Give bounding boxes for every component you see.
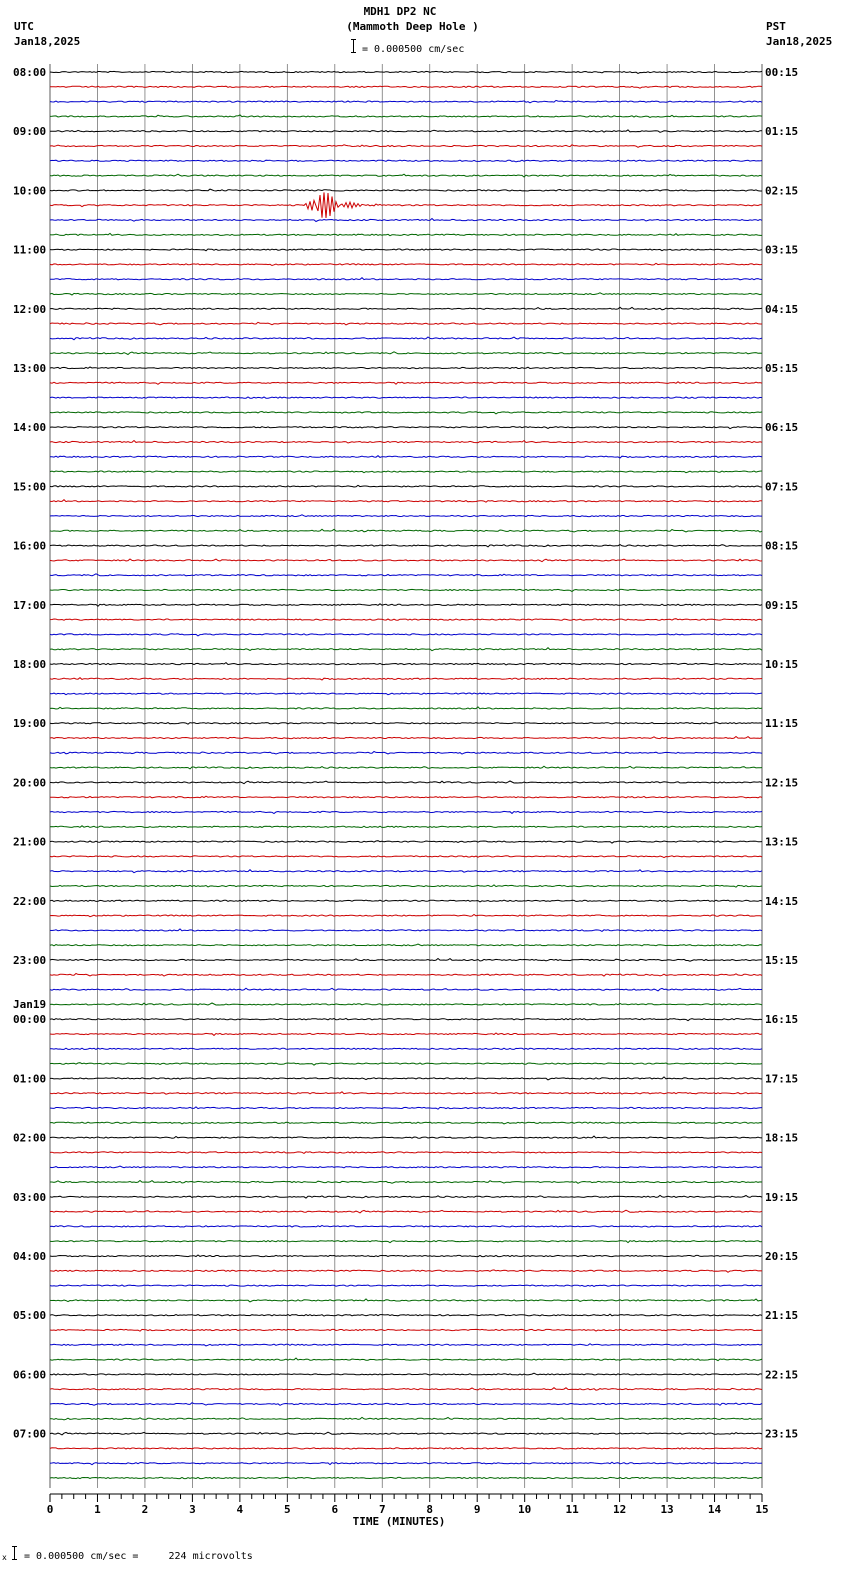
trace-line: [50, 766, 762, 769]
x-tick-label: 8: [426, 1503, 434, 1516]
utc-hour-label: 07:00: [13, 1427, 47, 1441]
x-tick-label: 4: [236, 1503, 244, 1516]
pst-hour-label: 07:15: [765, 480, 799, 494]
trace-line: [50, 86, 762, 88]
pst-hour-label: 12:15: [765, 776, 799, 790]
trace-line: [50, 263, 762, 265]
trace-line: [50, 1181, 762, 1184]
trace-line: [50, 1255, 762, 1257]
utc-hour-label: 06:00: [13, 1368, 47, 1382]
station-location: (Mammoth Deep Hole ): [346, 20, 479, 33]
trace-line: [50, 1477, 762, 1478]
x-tick-label: 0: [46, 1503, 54, 1516]
pst-zone: PST: [766, 20, 786, 33]
footer-prefix: x: [2, 1553, 7, 1562]
pst-hour-label: 20:15: [765, 1250, 799, 1263]
trace-line: [50, 1270, 762, 1272]
trace-line: [50, 663, 762, 665]
trace-line: [50, 1299, 762, 1302]
pst-hour-label: 09:15: [765, 598, 799, 612]
trace-line: [50, 1388, 762, 1391]
trace-line: [50, 471, 762, 473]
trace-line: [50, 1122, 762, 1124]
trace-line: [50, 1092, 762, 1094]
pst-hour-label: 17:15: [765, 1072, 799, 1086]
pst-hour-label: 08:15: [765, 539, 799, 553]
trace-line: [50, 337, 762, 340]
trace-line: [50, 1048, 762, 1049]
trace-line: [50, 545, 762, 547]
utc-hour-label: 13:00: [13, 362, 47, 375]
utc-hour-label: 17:00: [13, 598, 47, 612]
pst-hour-label: 21:15: [765, 1309, 799, 1323]
trace-line: [50, 441, 762, 444]
utc-hour-label: 14:00: [13, 421, 47, 435]
utc-hour-label: 12:00: [13, 302, 47, 316]
trace-line: [50, 944, 762, 946]
trace-line: [50, 915, 762, 917]
trace-line: [50, 1285, 762, 1286]
trace-line: [50, 1329, 762, 1331]
pst-hour-label: 10:15: [765, 658, 799, 671]
pst-hour-label: 02:15: [765, 184, 799, 198]
utc-hour-label: 18:00: [13, 658, 47, 671]
trace-line: [50, 397, 762, 398]
station-title: MDH1 DP2 NC: [363, 5, 437, 18]
trace-line: [50, 293, 762, 295]
x-tick-label: 1: [94, 1503, 101, 1516]
utc-zone: UTC: [14, 20, 34, 33]
x-tick-label: 13: [660, 1503, 674, 1516]
x-tick-label: 14: [707, 1503, 722, 1516]
x-tick-label: 5: [284, 1503, 291, 1516]
utc-hour-label: 04:00: [13, 1250, 47, 1263]
trace-line: [50, 634, 762, 636]
utc-hour-label: 03:00: [13, 1190, 47, 1204]
utc-hour-label: 11:00: [13, 243, 47, 257]
trace-line: [50, 1210, 762, 1213]
trace-line: [50, 115, 762, 118]
trace-line: [50, 1448, 762, 1449]
pst-hour-label: 16:15: [765, 1013, 799, 1027]
trace-line: [50, 1373, 762, 1375]
utc-hour-label: 20:00: [13, 776, 47, 790]
trace-line: [50, 71, 762, 73]
trace-line: [50, 1107, 762, 1109]
trace-line: [50, 693, 762, 695]
pst-date: Jan18,2025: [766, 35, 833, 48]
trace-line: [50, 322, 762, 325]
trace-line: [50, 619, 762, 621]
trace-line: [50, 500, 762, 503]
trace-line: [50, 752, 762, 755]
footer-scale-text: = 0.000500 cm/sec = 224 microvolts: [24, 1551, 253, 1562]
trace-line: [50, 959, 762, 962]
minute-grid: [50, 64, 762, 1488]
utc-date: Jan18,2025: [14, 35, 81, 48]
trace-line: [50, 811, 762, 813]
scale-bar-icon: [351, 39, 356, 53]
trace-line: [50, 352, 762, 355]
trace-line: [50, 130, 762, 132]
trace-line: [50, 1344, 762, 1346]
pst-hour-label: 18:15: [765, 1131, 799, 1145]
trace-line: [50, 678, 762, 680]
utc-hour-label: 10:00: [13, 184, 47, 198]
trace-line: [50, 737, 762, 739]
trace-line: [50, 249, 762, 251]
footer-scale-icon: [12, 1546, 17, 1560]
trace-lines: [50, 71, 762, 1478]
trace-line: [50, 456, 762, 458]
trace-line: [50, 1403, 762, 1406]
trace-line: [50, 192, 762, 218]
utc-hour-label: 22:00: [13, 894, 47, 908]
pst-hour-label: 05:15: [765, 362, 799, 375]
trace-line: [50, 1152, 762, 1154]
trace-line: [50, 974, 762, 977]
trace-line: [50, 1314, 762, 1316]
x-tick-label: 10: [518, 1503, 532, 1516]
pst-hour-label: 19:15: [765, 1190, 799, 1204]
trace-line: [50, 515, 762, 517]
utc-hour-label: 02:00: [13, 1131, 47, 1145]
trace-line: [50, 1063, 762, 1065]
trace-line: [50, 722, 762, 724]
trace-line: [50, 604, 762, 606]
trace-line: [50, 648, 762, 651]
x-axis-title: TIME (MINUTES): [352, 1515, 446, 1528]
trace-line: [50, 160, 762, 162]
x-tick-label: 2: [141, 1503, 149, 1516]
trace-line: [50, 781, 762, 784]
trace-line: [50, 1018, 762, 1020]
date-change-label: Jan19: [13, 998, 47, 1012]
trace-line: [50, 367, 762, 369]
trace-line: [50, 174, 762, 177]
x-tick-label: 3: [189, 1503, 196, 1516]
utc-hour-label: 21:00: [13, 835, 47, 849]
pst-hour-label: 06:15: [765, 421, 799, 435]
pst-hour-label: 14:15: [765, 894, 799, 908]
trace-line: [50, 100, 762, 102]
utc-hour-label: 15:00: [13, 480, 47, 494]
x-tick-label: 15: [755, 1503, 769, 1516]
trace-line: [50, 1241, 762, 1243]
utc-hour-label: 01:00: [13, 1072, 47, 1086]
utc-hour-label: 09:00: [13, 125, 47, 139]
trace-line: [50, 559, 762, 562]
scale-text: = 0.000500 cm/sec: [362, 44, 465, 55]
trace-line: [50, 1225, 762, 1227]
utc-hour-label: 00:00: [13, 1013, 47, 1027]
trace-line: [50, 219, 762, 222]
trace-line: [50, 1033, 762, 1035]
trace-line: [50, 278, 762, 280]
trace-line: [50, 900, 762, 902]
trace-line: [50, 189, 762, 191]
trace-line: [50, 1077, 762, 1080]
pst-hour-label: 15:15: [765, 954, 799, 967]
trace-line: [50, 382, 762, 385]
trace-line: [50, 574, 762, 576]
trace-line: [50, 233, 762, 235]
trace-line: [50, 707, 762, 709]
x-tick-label: 9: [473, 1503, 481, 1516]
trace-line: [50, 589, 762, 591]
trace-line: [50, 1195, 762, 1198]
utc-hour-label: 16:00: [13, 539, 47, 553]
trace-line: [50, 307, 762, 310]
x-axis: [47, 1494, 769, 1528]
trace-line: [50, 856, 762, 858]
trace-line: [50, 145, 762, 148]
trace-line: [50, 1003, 762, 1005]
trace-line: [50, 1432, 762, 1435]
trace-line: [50, 796, 762, 798]
pst-hour-label: 13:15: [765, 835, 799, 849]
trace-line: [50, 529, 762, 532]
trace-line: [50, 1166, 762, 1168]
x-tick-label: 7: [378, 1503, 386, 1516]
trace-line: [50, 929, 762, 932]
trace-line: [50, 1462, 762, 1465]
x-tick-label: 11: [565, 1503, 579, 1516]
trace-line: [50, 1417, 762, 1419]
trace-line: [50, 841, 762, 843]
pst-hour-label: 01:15: [765, 125, 799, 139]
pst-hour-label: 03:15: [765, 243, 799, 257]
trace-line: [50, 412, 762, 414]
trace-line: [50, 427, 762, 429]
pst-hour-label: 00:15: [765, 66, 799, 79]
trace-line: [50, 988, 762, 991]
utc-hour-label: 05:00: [13, 1309, 47, 1323]
trace-line: [50, 485, 762, 487]
trace-line: [50, 826, 762, 828]
trace-line: [50, 870, 762, 873]
x-tick-label: 12: [612, 1503, 627, 1516]
pst-hour-label: 11:15: [765, 717, 799, 731]
utc-hour-label: 08:00: [13, 66, 47, 79]
utc-hour-label: 23:00: [13, 954, 47, 967]
trace-line: [50, 1136, 762, 1138]
pst-hour-label: 23:15: [765, 1427, 799, 1441]
trace-line: [50, 885, 762, 887]
utc-hour-label: 19:00: [13, 717, 47, 731]
pst-hour-label: 22:15: [765, 1368, 799, 1382]
trace-line: [50, 1358, 762, 1361]
x-tick-label: 6: [331, 1503, 339, 1516]
pst-hour-label: 04:15: [765, 302, 799, 316]
